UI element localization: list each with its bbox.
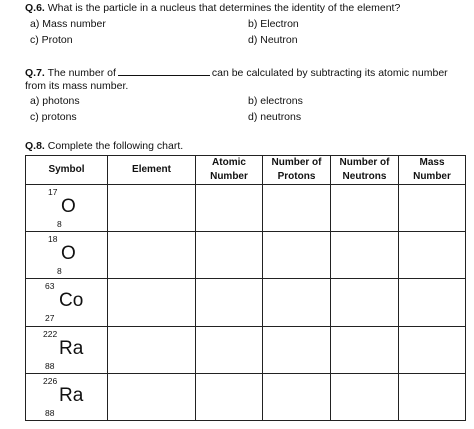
symbol-cell: [26, 232, 108, 279]
chart-header-row: [26, 156, 466, 185]
q6-option-d[interactable]: d) Neutron: [248, 34, 298, 46]
table-row: [26, 326, 466, 373]
header-number-of-protons: Number of Protons: [263, 156, 331, 185]
mass-number: 222: [43, 328, 58, 339]
answer-blank[interactable]: [118, 66, 210, 76]
protons-cell[interactable]: [263, 326, 331, 373]
atomic-number-cell[interactable]: [196, 326, 263, 373]
mass-number-cell[interactable]: [399, 326, 466, 373]
table-row: [26, 185, 466, 232]
element-cell[interactable]: [108, 326, 196, 373]
element-symbol: Ra: [59, 384, 84, 406]
atomic-number-cell[interactable]: [196, 279, 263, 326]
question-6: [25, 2, 400, 14]
mass-number-cell[interactable]: [399, 373, 466, 420]
q7-option-d[interactable]: d) neutrons: [248, 111, 302, 123]
mass-number-cell[interactable]: [399, 185, 466, 232]
symbol-cell: [26, 326, 108, 373]
mass-number: 17: [48, 187, 58, 197]
question-8-number: Q.8.: [25, 140, 45, 152]
mass-number-cell[interactable]: [399, 279, 466, 326]
question-7-number: Q.7.: [25, 67, 45, 79]
neutrons-cell[interactable]: [331, 373, 399, 420]
mass-number: 226: [43, 375, 58, 386]
header-atomic-number: Atomic Number: [196, 156, 263, 185]
table-row: [26, 373, 466, 420]
question-7-text-before: The number of: [47, 67, 116, 79]
atomic-number-cell[interactable]: [196, 185, 263, 232]
neutrons-cell[interactable]: [331, 279, 399, 326]
element-symbol: O: [61, 196, 76, 217]
neutrons-cell[interactable]: [331, 185, 399, 232]
neutrons-cell[interactable]: [331, 232, 399, 279]
atomic-number: 8: [57, 266, 62, 277]
question-7: [25, 66, 448, 79]
q7-option-c[interactable]: c) protons: [30, 111, 77, 123]
symbol-cell: [26, 373, 108, 420]
question-7-line-2: from its mass number.: [25, 80, 129, 92]
symbol-cell: [26, 185, 108, 232]
atomic-number: 88: [45, 360, 55, 371]
table-row: [26, 279, 466, 326]
q7-option-b[interactable]: b) electrons: [248, 95, 303, 107]
mass-number: 63: [45, 281, 55, 292]
atomic-number: 27: [45, 313, 55, 324]
header-element: Element: [108, 156, 196, 185]
question-8-text: Complete the following chart.: [47, 140, 184, 152]
question-6-text: What is the particle in a nucleus that determines the identity of the element?: [47, 2, 401, 14]
element-cell[interactable]: [108, 232, 196, 279]
mass-number-cell[interactable]: [399, 232, 466, 279]
mass-number: 18: [48, 234, 58, 245]
protons-cell[interactable]: [263, 279, 331, 326]
symbol-cell: [26, 279, 108, 326]
element-symbol: Ra: [59, 337, 84, 359]
element-symbol: Co: [59, 290, 84, 312]
atomic-number-cell[interactable]: [196, 373, 263, 420]
header-mass-number: Mass Number: [399, 156, 466, 185]
element-cell[interactable]: [108, 279, 196, 326]
question-7-text-after: can be calculated by subtracting its atomic number: [211, 67, 448, 79]
header-symbol: Symbol: [26, 156, 108, 185]
table-row: [26, 232, 466, 279]
q6-option-a[interactable]: a) Mass number: [30, 18, 106, 30]
atomic-number: 88: [45, 407, 55, 418]
element-cell[interactable]: [108, 373, 196, 420]
protons-cell[interactable]: [263, 373, 331, 420]
q6-option-c[interactable]: c) Proton: [30, 34, 73, 46]
element-symbol: O: [61, 243, 76, 265]
header-number-of-neutrons: Number of Neutrons: [331, 156, 399, 185]
protons-cell[interactable]: [263, 232, 331, 279]
neutrons-cell[interactable]: [331, 326, 399, 373]
question-8: [25, 140, 183, 152]
q7-option-a[interactable]: a) photons: [30, 95, 80, 107]
question-6-number: Q.6.: [25, 2, 45, 14]
protons-cell[interactable]: [263, 185, 331, 232]
isotope-chart: [25, 155, 466, 421]
q6-option-b[interactable]: b) Electron: [248, 18, 299, 30]
atomic-number-cell[interactable]: [196, 232, 263, 279]
element-cell[interactable]: [108, 185, 196, 232]
atomic-number: 8: [57, 219, 62, 229]
